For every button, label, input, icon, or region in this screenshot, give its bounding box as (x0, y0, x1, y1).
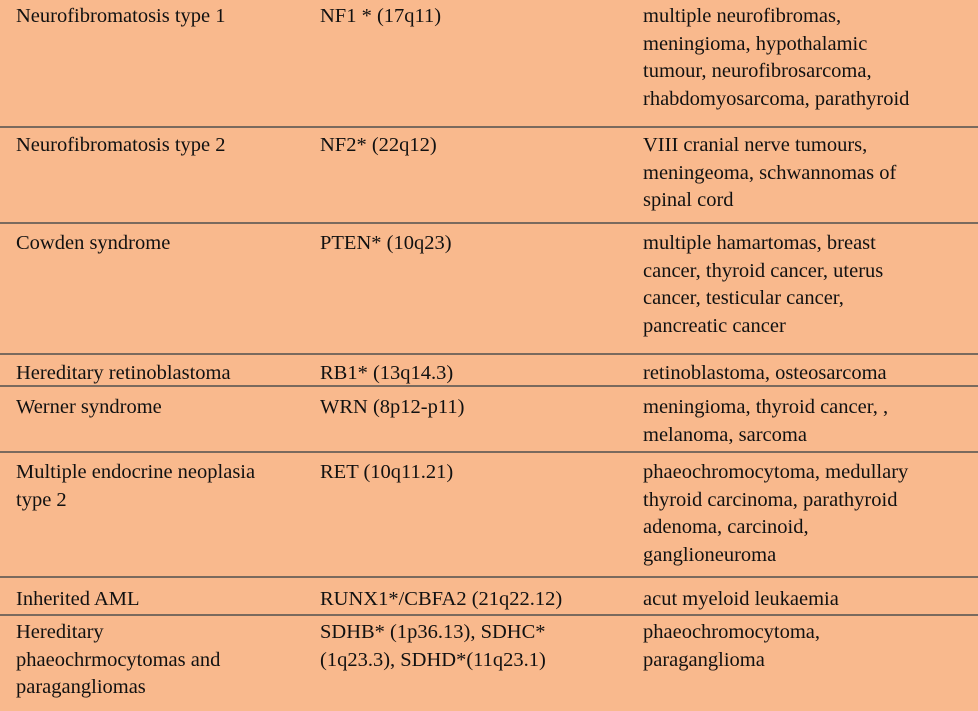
gene-cell: WRN (8p12-p11) (320, 396, 465, 418)
tumours-cell: phaeochromocytoma, paraganglioma (643, 621, 821, 671)
gene-cell: SDHB* (1p36.13), SDHC* (1q23.3), SDHD*(11q23.1) (320, 621, 546, 671)
syndrome-cell: Werner syndrome (16, 396, 162, 418)
tumours-cell: multiple neurofibromas, meningioma, hypothalamic tumour, neurofibrosarcoma, rhabdomyosarcoma, parathyroid (643, 5, 910, 110)
tumours-cell: meningioma, thyroid cancer, , melanoma, sarcoma (643, 396, 889, 446)
table-row (0, 459, 978, 578)
gene-cell: RB1* (13q14.3) (320, 362, 454, 384)
table-row (0, 619, 978, 711)
gene-cell: RET (10q11.21) (320, 461, 454, 483)
table-row (0, 3, 978, 128)
tumours-cell: multiple hamartomas, breast cancer, thyroid cancer, uterus cancer, testicular cancer, pancreatic cancer (643, 232, 884, 337)
syndrome-cell: Multiple endocrine neoplasia type 2 (16, 461, 256, 511)
syndrome-cell: Neurofibromatosis type 1 (16, 5, 226, 27)
table-row (0, 230, 978, 355)
tumours-cell: retinoblastoma, osteosarcoma (643, 362, 887, 384)
syndrome-cell: Inherited AML (16, 588, 140, 610)
tumours-cell: phaeochromocytoma, medullary thyroid carcinoma, parathyroid adenoma, carcinoid, ganglioneuroma (643, 461, 909, 566)
table-row (0, 360, 978, 387)
table-row (0, 132, 978, 224)
tumours-cell: VIII cranial nerve tumours, meningeoma, schwannomas of spinal cord (643, 134, 897, 212)
gene-cell: RUNX1*/CBFA2 (21q22.12) (320, 588, 563, 610)
syndrome-cell: Cowden syndrome (16, 232, 171, 254)
gene-cell: NF1 * (17q11) (320, 5, 442, 27)
table-row (0, 586, 978, 616)
syndrome-cell: Hereditary retinoblastoma (16, 362, 231, 384)
gene-cell: PTEN* (10q23) (320, 232, 452, 254)
syndrome-cell: Hereditary phaeochrmocytomas and paragangliomas (16, 621, 221, 699)
syndrome-cell: Neurofibromatosis type 2 (16, 134, 226, 156)
gene-cell: NF2* (22q12) (320, 134, 437, 156)
table-row (0, 394, 978, 453)
tumours-cell: acut myeloid leukaemia (643, 588, 839, 610)
